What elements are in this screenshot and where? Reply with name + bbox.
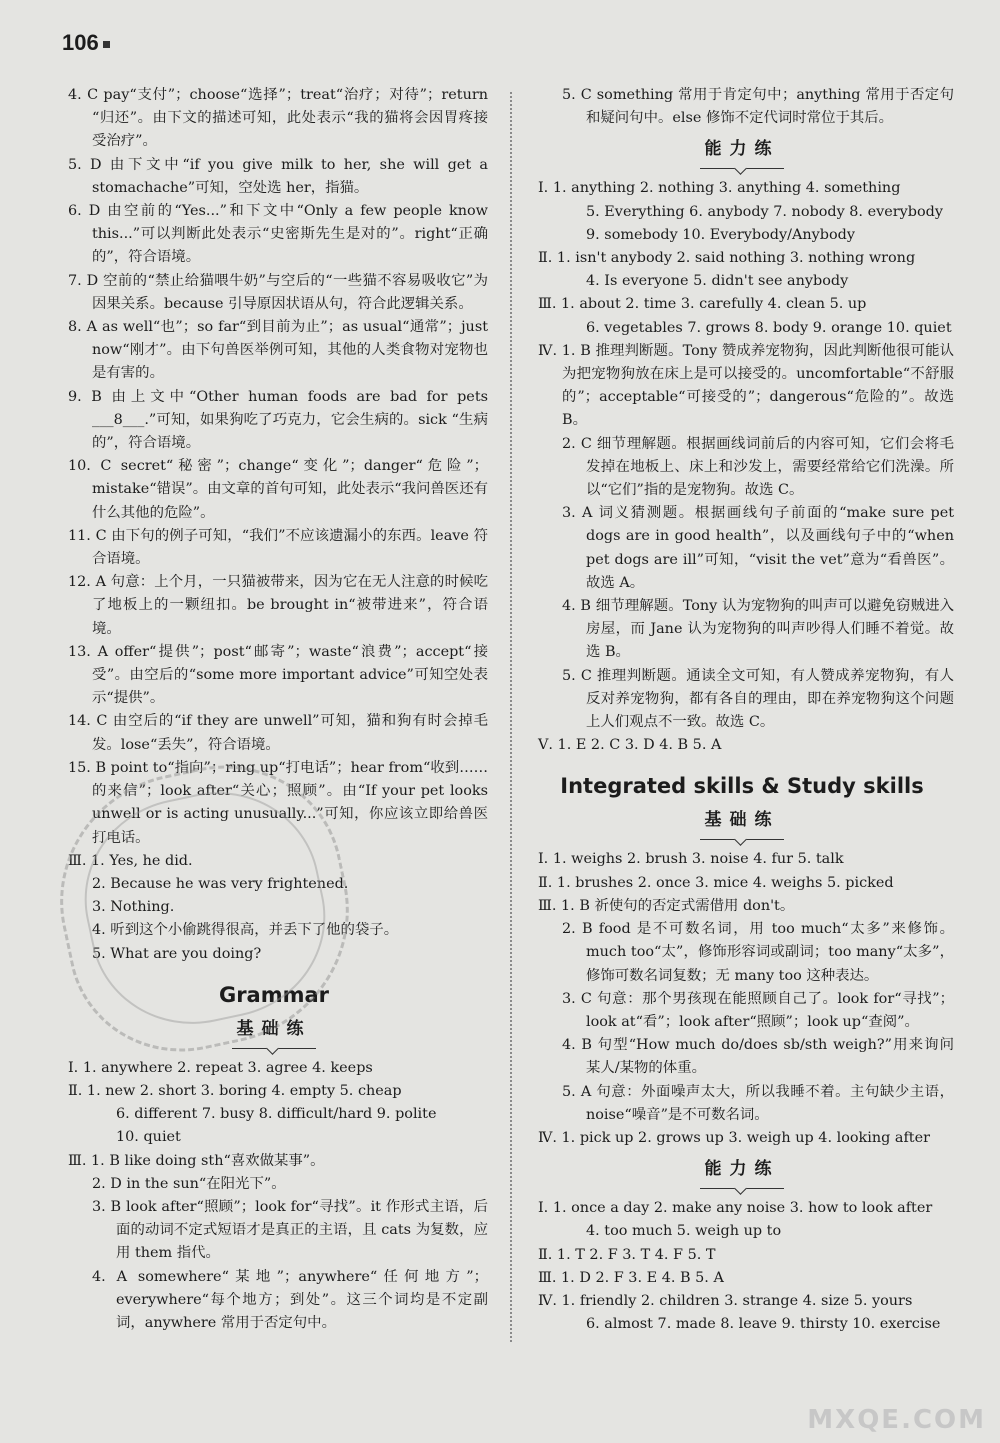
unit-heading: Grammar bbox=[218, 982, 330, 1007]
answer-item: 6. D 由空前的“Yes...”和下文中“Only a few people know this...”可以判断此处表示“史密斯先生是对的”。right“正确的”，符合语境。 bbox=[68, 203, 488, 266]
answer-item: Ⅰ. 1. anything 2. nothing 3. anything 4. something bbox=[538, 180, 901, 197]
answer-item: 2. D in the sun“在阳光下”。 bbox=[92, 1175, 286, 1192]
answer-item: 6. different 7. busy 8. difficult/hard 9. polite bbox=[116, 1106, 437, 1123]
section-heading: 基础练 bbox=[530, 807, 954, 840]
answer-item: 4. B 细节理解题。Tony 认为宠物狗的叫声可以避免窃贼进入房屋，而 Jane 认为宠物狗的叫声吵得人们睡不着觉。故选 B。 bbox=[562, 598, 954, 661]
answer-item: 14. C 由空后的“if they are unwell”可知，猫和狗有时会掉毛发。lose“丢失”，符合语境。 bbox=[68, 713, 488, 753]
answer-item: Ⅲ. 1. D 2. F 3. E 4. B 5. A bbox=[538, 1269, 724, 1286]
answer-item: 4. 听到这个小偷跳得很高，并丢下了他的袋子。 bbox=[92, 922, 399, 939]
answer-item: 3. A 词义猜测题。根据画线句子前面的“make sure pet dogs are in good health”，以及画线句子中的“when pet dogs are ill”可知，“visit the vet”意为“看兽医”。故选 A。 bbox=[562, 505, 954, 591]
answer-item: 12. A 句意：上个月，一只猫被带来，因为它在无人注意的时候吃了地板上的一颗纽扣。be brought in“被带进来”，符合语境。 bbox=[68, 574, 488, 637]
answer-item: 4. B 句型“How much do/does sb/sth weigh?”用来询问某人/某物的体重。 bbox=[562, 1037, 954, 1077]
answer-item: 2. C 细节理解题。根据画线词前后的内容可知，它们会将毛发掉在地板上、床上和沙发上，需要经常给它们洗澡。所以“它们”指的是宠物狗。故选 C。 bbox=[562, 435, 954, 499]
answer-item: Ⅰ. 1. weighs 2. brush 3. noise 4. fur 5. talk bbox=[538, 851, 844, 868]
answer-item: Ⅱ. 1. isn't anybody 2. said nothing 3. nothing wrong bbox=[538, 250, 916, 267]
column-divider bbox=[510, 92, 512, 1342]
answer-item: 3. C 句意：那个男孩现在能照顾自己了。look for“寻找”；look at“看”；look after“照顾”；look up“查阅”。 bbox=[562, 990, 954, 1030]
answer-item: Ⅰ. 1. anywhere 2. repeat 3. agree 4. keeps bbox=[68, 1059, 373, 1076]
answer-item: Ⅳ. 1. friendly 2. children 3. strange 4. size 5. yours bbox=[538, 1292, 913, 1309]
left-column bbox=[60, 84, 488, 1335]
answer-item: Ⅲ. 1. B like doing sth“喜欢做某事”。 bbox=[68, 1152, 325, 1169]
answer-item: Ⅳ. 1. pick up 2. grows up 3. weigh up 4. looking after bbox=[538, 1129, 930, 1146]
answer-item: Ⅰ. 1. once a day 2. make any noise 3. how to look after bbox=[538, 1200, 933, 1217]
answer-item: 13. A offer“提供”；post“邮寄”；waste“浪费”；accept“接受”。由空后的“some more important advice”可知空处表示“提供”。 bbox=[68, 643, 488, 707]
answer-item: 6. almost 7. made 8. leave 9. thirsty 10. exercise bbox=[586, 1316, 941, 1333]
answer-item: 4. Is everyone 5. didn't see anybody bbox=[586, 273, 849, 290]
answer-item: 5. C 推理判断题。通读全文可知，有人赞成养宠物狗，有人反对养宠物狗，都有各自的理由，即在养宠物狗这个问题上人们观点不一致。故选 C。 bbox=[562, 667, 954, 731]
answer-item: 10. C secret“秘密”；change“变化”；danger“危险”；mistake“错误”。由文章的首句可知，此处表示“我问兽医还有什么其他的危险”。 bbox=[68, 458, 488, 521]
answer-item: 4. A somewhere“某地”；anywhere“任何地方”；everywhere“每个地方；到处”。这三个词均是不定副词，anywhere 常用于否定句中。 bbox=[92, 1268, 488, 1331]
answer-item: 5. Everything 6. anybody 7. nobody 8. everybody bbox=[586, 203, 943, 220]
answer-item: 5. A 句意：外面噪声太大，所以我睡不着。主句缺少主语，noise“噪音”是不可数名词。 bbox=[562, 1083, 954, 1123]
answer-item: 9. B 由上文中“Other human foods are bad for pets ___8___.”可知，如果狗吃了巧克力，它会生病的。sick “生病的”，符合语境。 bbox=[68, 388, 488, 452]
answer-item: Ⅲ. 1. B 祈使句的否定式需借用 don't。 bbox=[538, 897, 795, 914]
answer-item: 9. somebody 10. Everybody/Anybody bbox=[586, 226, 856, 243]
answer-item: 6. vegetables 7. grows 8. body 9. orange 10. quiet bbox=[586, 319, 952, 336]
answer-item: Ⅲ. 1. about 2. time 3. carefully 4. clean 5. up bbox=[538, 296, 867, 313]
answer-item: 5. C something 常用于肯定句中；anything 常用于否定句和疑问句中。else 修饰不定代词时常位于其后。 bbox=[562, 87, 954, 127]
answer-item: 8. A as well“也”；so far“到目前为止”；as usual“通常”；just now“刚才”。由下句兽医举例可知，其他的人类食物对宠物也是有害的。 bbox=[68, 319, 488, 382]
answer-item: Ⅲ. 1. Yes, he did. bbox=[68, 852, 193, 869]
answer-item: 15. B point to“指向”；ring up“打电话”；hear from“收到……的来信”；look after“关心；照顾”。由“If your pet looks unwell or is acting unusually...”可知，你应该立即给兽医打电话。 bbox=[68, 759, 488, 846]
section-heading: 基础练 bbox=[60, 1016, 488, 1049]
answer-item: Ⅱ. 1. T 2. F 3. T 4. F 5. T bbox=[538, 1246, 716, 1263]
page-number: 106 bbox=[62, 30, 110, 56]
right-column bbox=[530, 84, 954, 1336]
answer-item: 7. D 空前的“禁止给猫喂牛奶”与空后的“一些猫不容易吸收它”为因果关系。because 引导原因状语从句，符合此逻辑关系。 bbox=[68, 272, 488, 312]
answer-item: 3. B look after“照顾”；look for“寻找”。it 作形式主语，后面的动词不定式短语才是真正的主语，且 cats 为复数，应用 them 指代。 bbox=[92, 1198, 488, 1262]
answer-item: 10. quiet bbox=[116, 1129, 181, 1146]
answer-item: Ⅱ. 1. brushes 2. once 3. mice 4. weighs 5. picked bbox=[538, 874, 894, 891]
answer-item: 4. too much 5. weigh up to bbox=[586, 1223, 782, 1240]
answer-item: 3. Nothing. bbox=[92, 899, 175, 916]
answer-item: Ⅱ. 1. new 2. short 3. boring 4. empty 5. cheap bbox=[68, 1082, 402, 1099]
answer-item: 2. Because he was very frightened. bbox=[92, 875, 349, 892]
section-heading: 能力练 bbox=[530, 136, 954, 169]
answer-item: Ⅴ. 1. E 2. C 3. D 4. B 5. A bbox=[538, 737, 722, 754]
unit-heading: Integrated skills & Study skills bbox=[560, 774, 924, 799]
answer-item: 5. What are you doing? bbox=[92, 945, 262, 962]
section-heading: 能力练 bbox=[530, 1156, 954, 1189]
answer-item: Ⅳ. 1. B 推理判断题。Tony 赞成养宠物狗，因此判断他很可能认为把宠物狗放在床上是可以接受的。uncomfortable“不舒服的”；acceptable“可接受的”；dangerous“危险的”。故选 B。 bbox=[538, 342, 954, 429]
watermark-logo: MXQE.COM bbox=[807, 1405, 986, 1435]
answer-item: 4. C pay“支付”；choose“选择”；treat“治疗；对待”；return “归还”。由下文的描述可知，此处表示“我的猫将会因胃疼接受治疗”。 bbox=[68, 87, 488, 150]
answer-item: 2. B food 是不可数名词，用 too much“太多”来修饰。much too“太”，修饰形容词或副词；too many“太多”，修饰可数名词复数；无 many too 这种表达。 bbox=[562, 921, 954, 984]
answer-item: 5. D 由下文中“if you give milk to her, she will get a stomachache”可知，空处选 her，指猫。 bbox=[68, 156, 488, 196]
answer-item: 11. C 由下句的例子可知，“我们”不应该遗漏小的东西。leave 符合语境。 bbox=[68, 527, 488, 568]
